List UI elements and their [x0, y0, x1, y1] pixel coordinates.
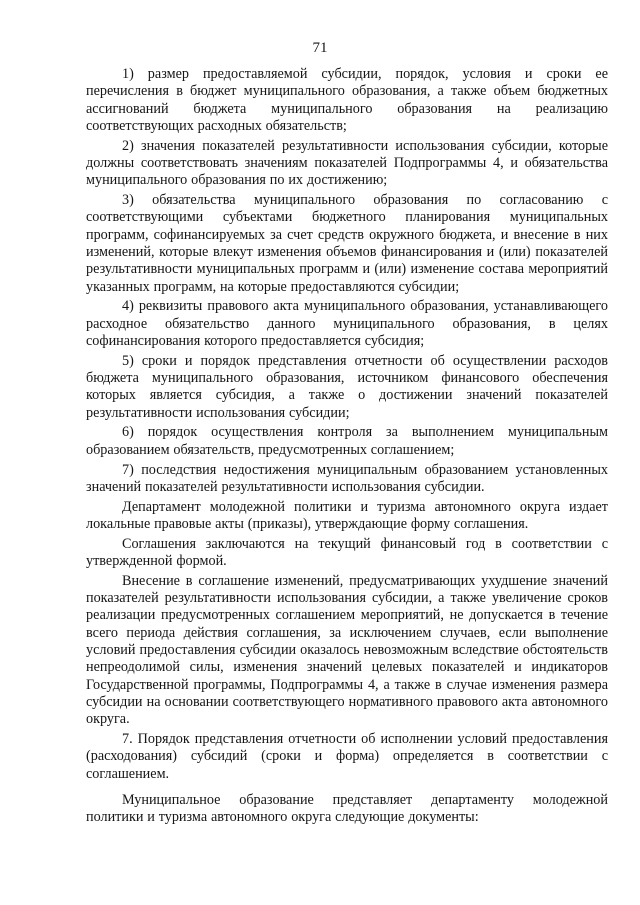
paragraph-department-acts: Департамент молодежной политики и туризма автономного округа издает локальные правовые акты (приказы), утверждающие форму соглашения.	[86, 498, 608, 532]
list-item-size-of-subsidy: 1) размер предоставляемой субсидии, порядок, условия и сроки ее перечисления в бюджет муниципального образования, а также объем бюджетных ассигнований бюджета муниципального образования на реализацию соответствующих расходных обязательств;	[86, 66, 608, 134]
list-item-coordination-obligations: 3) обязательства муниципального образования по согласованию с соответствующими субъектами бюджетного планирования муниципальных программ, софинансируемых за счет средств окружного бюджета, и внесение в них изменений, которые влекут изменения объемов финансирования и (или) показателей результативности муниципальных программ и (или) изменение состава мероприятий указанных программ, на которые предоставляются субсидии;	[86, 192, 608, 295]
list-item-control-procedure: 6) порядок осуществления контроля за выполнением муниципальным образованием обязательств, предусмотренных соглашением;	[86, 424, 608, 458]
page-number: 71	[312, 40, 328, 56]
paragraph-documents-submitted: Муниципальное образование представляет департаменту молодежной политики и туризма автономного округа следующие документы:	[86, 791, 608, 826]
paragraph-reporting-procedure: 7. Порядок представления отчетности об исполнении условий предоставления (расходования) субсидий (сроки и форма) определяется в соответствии с соглашением.	[86, 730, 608, 782]
paragraph-amendments: Внесение в соглашение изменений, предусматривающих ухудшение значений показателей результативности использования субсидии, а также увеличение сроков реализации предусмотренных соглашением мероприятий, не допускается в течение всего периода действия соглашения, за исключением случаев, если выполнение условий предоставления субсидии оказалось невозможным вследствие обстоятельств непреодолимой силы, изменения значений целевых показателей и индикаторов Государственной программы, Подпрограммы 4, а также в случае изменения размера субсидии на основании соответствующего нормативного правового акта автономного округа.	[86, 572, 608, 728]
list-item-reporting-terms: 5) сроки и порядок представления отчетности об осуществлении расходов бюджета муниципального образования, источником финансового обеспечения которых является субсидия, а также о достижении значений показателей результативности использования субсидии;	[86, 352, 608, 421]
document-body	[86, 66, 608, 829]
paragraph-agreements-term: Соглашения заключаются на текущий финансовый год в соответствии с утвержденной формой.	[86, 535, 608, 570]
list-item-performance-indicators: 2) значения показателей результативности использования субсидии, которые должны соответствовать значениям показателей Подпрограммы 4, и обязательства муниципального образования по их достижению;	[86, 137, 608, 189]
list-item-consequences: 7) последствия недостижения муниципальным образованием установленных значений показателей результативности использования субсидии.	[86, 461, 608, 495]
list-item-legal-act-details: 4) реквизиты правового акта муниципального образования, устанавливающего расходное обязательство данного муниципального образования, в целях софинансирования которого предоставляется субсидия;	[86, 298, 608, 349]
